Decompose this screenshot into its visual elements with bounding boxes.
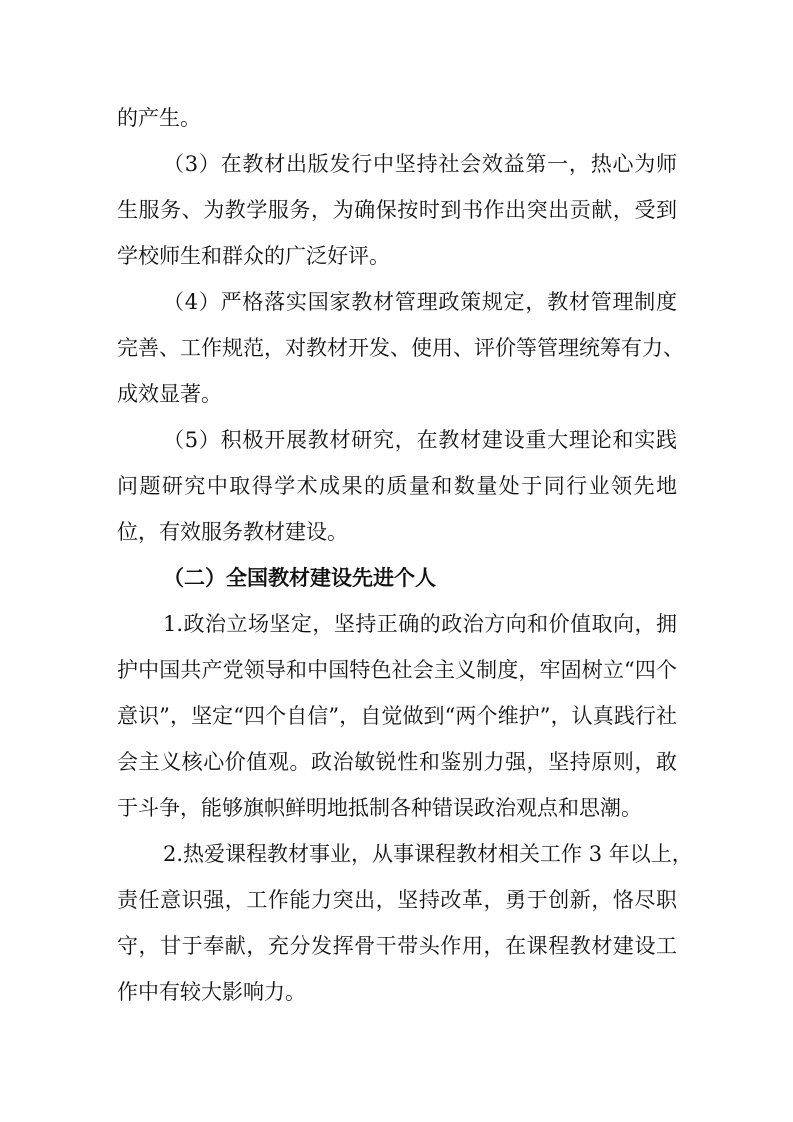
text-line: 意识”，坚定“四个自信”，自觉做到“两个维护”，认真践行社	[117, 704, 677, 728]
text-line: 学校师生和群众的广泛好评。	[117, 244, 390, 268]
text-line: 生服务、为教学服务，为确保按时到书作出突出贡献，受到	[117, 198, 677, 222]
text-line: 成效显著。	[117, 382, 222, 406]
text-line: 责任意识强，工作能力突出，坚持改革，勇于创新，恪尽职	[117, 888, 677, 912]
text-line: 会主义核心价值观。政治敏锐性和鉴别力强，坚持原则，敢	[117, 750, 677, 774]
text-line: （5）积极开展教材研究，在教材建设重大理论和实践	[163, 428, 677, 452]
text-line: 守，甘于奉献，充分发挥骨干带头作用，在课程教材建设工	[117, 934, 677, 958]
text-line: 于斗争，能够旗帜鲜明地抵制各种错误政治观点和思潮。	[117, 796, 642, 820]
text-line: 2.热爱课程教材事业，从事课程教材相关工作 3 年以上，	[163, 842, 693, 866]
text-line: 护中国共产党领导和中国特色社会主义制度，牢固树立“四个	[117, 658, 677, 682]
text-line: （3）在教材出版发行中坚持社会效益第一，热心为师	[163, 152, 677, 176]
text-line: 1.政治立场坚定，坚持正确的政治方向和价值取向，拥	[163, 612, 677, 636]
text-line: 完善、工作规范，对教材开发、使用、评价等管理统筹有力、	[117, 336, 684, 360]
text-line: 位，有效服务教材建设。	[117, 520, 348, 544]
text-line: 的产生。	[117, 106, 201, 130]
text-line: 作中有较大影响力。	[117, 980, 306, 1004]
section-heading: （二）全国教材建设先进个人	[163, 565, 436, 590]
text-line: （4）严格落实国家教材管理政策规定，教材管理制度	[163, 290, 677, 314]
text-line: 问题研究中取得学术成果的质量和数量处于同行业领先地	[117, 474, 677, 498]
